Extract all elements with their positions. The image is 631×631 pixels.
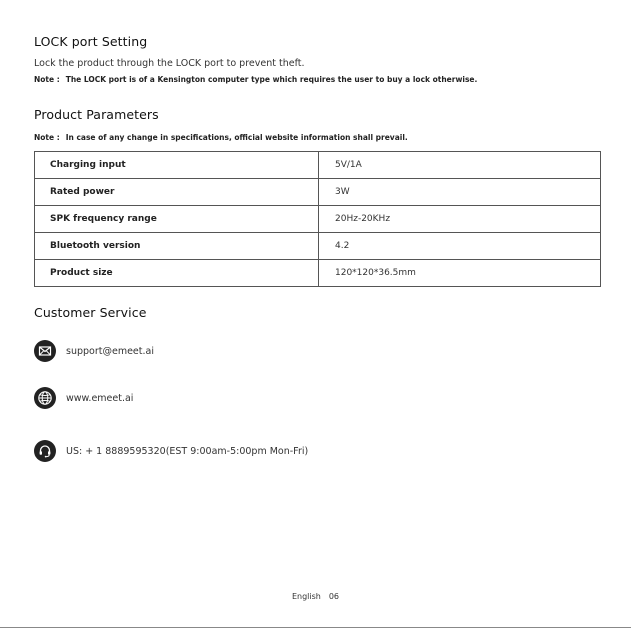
bottom-divider [0,627,631,628]
website-link[interactable]: www.emeet.ai [66,392,134,404]
param-value: 3W [319,179,601,206]
parameters-table [34,151,601,287]
lock-note [34,75,477,84]
mail-icon [34,340,56,362]
phone-row [34,440,308,462]
param-label: Bluetooth version [35,233,319,260]
lock-note-text: The LOCK port is of a Kensington computer type which requires the user to buy a lock otherwise. [65,75,478,84]
table-row [35,260,601,287]
param-label: Charging input [35,152,319,179]
table-row [35,206,601,233]
support-email-link[interactable]: support@emeet.ai [66,345,154,357]
params-note [34,133,408,142]
headset-icon [34,440,56,462]
table-row [35,152,601,179]
params-section-title: Product Parameters [34,107,159,122]
params-note-text: In case of any change in specifications, official website information shall prevail. [65,133,408,142]
param-value: 120*120*36.5mm [319,260,601,287]
param-value: 20Hz-20KHz [319,206,601,233]
table-row [35,233,601,260]
table-row [35,179,601,206]
param-value: 4.2 [319,233,601,260]
email-row [34,340,154,362]
website-row [34,387,133,409]
param-label: Product size [35,260,319,287]
footer-language: English [291,592,321,601]
support-phone: US: + 1 8889595320(EST 9:00am-5:00pm Mon-Fri) [66,445,309,457]
lock-note-label: Note : [34,75,60,84]
page-number: 06 [328,592,340,601]
globe-icon [34,387,56,409]
param-label: Rated power [35,179,319,206]
page-footer [0,592,631,601]
lock-section-title: LOCK port Setting [34,34,148,49]
service-section-title: Customer Service [34,305,147,320]
params-note-label: Note : [34,133,60,142]
lock-description: Lock the product through the LOCK port to prevent theft. [34,58,305,69]
param-label: SPK frequency range [35,206,319,233]
param-value: 5V/1A [319,152,601,179]
